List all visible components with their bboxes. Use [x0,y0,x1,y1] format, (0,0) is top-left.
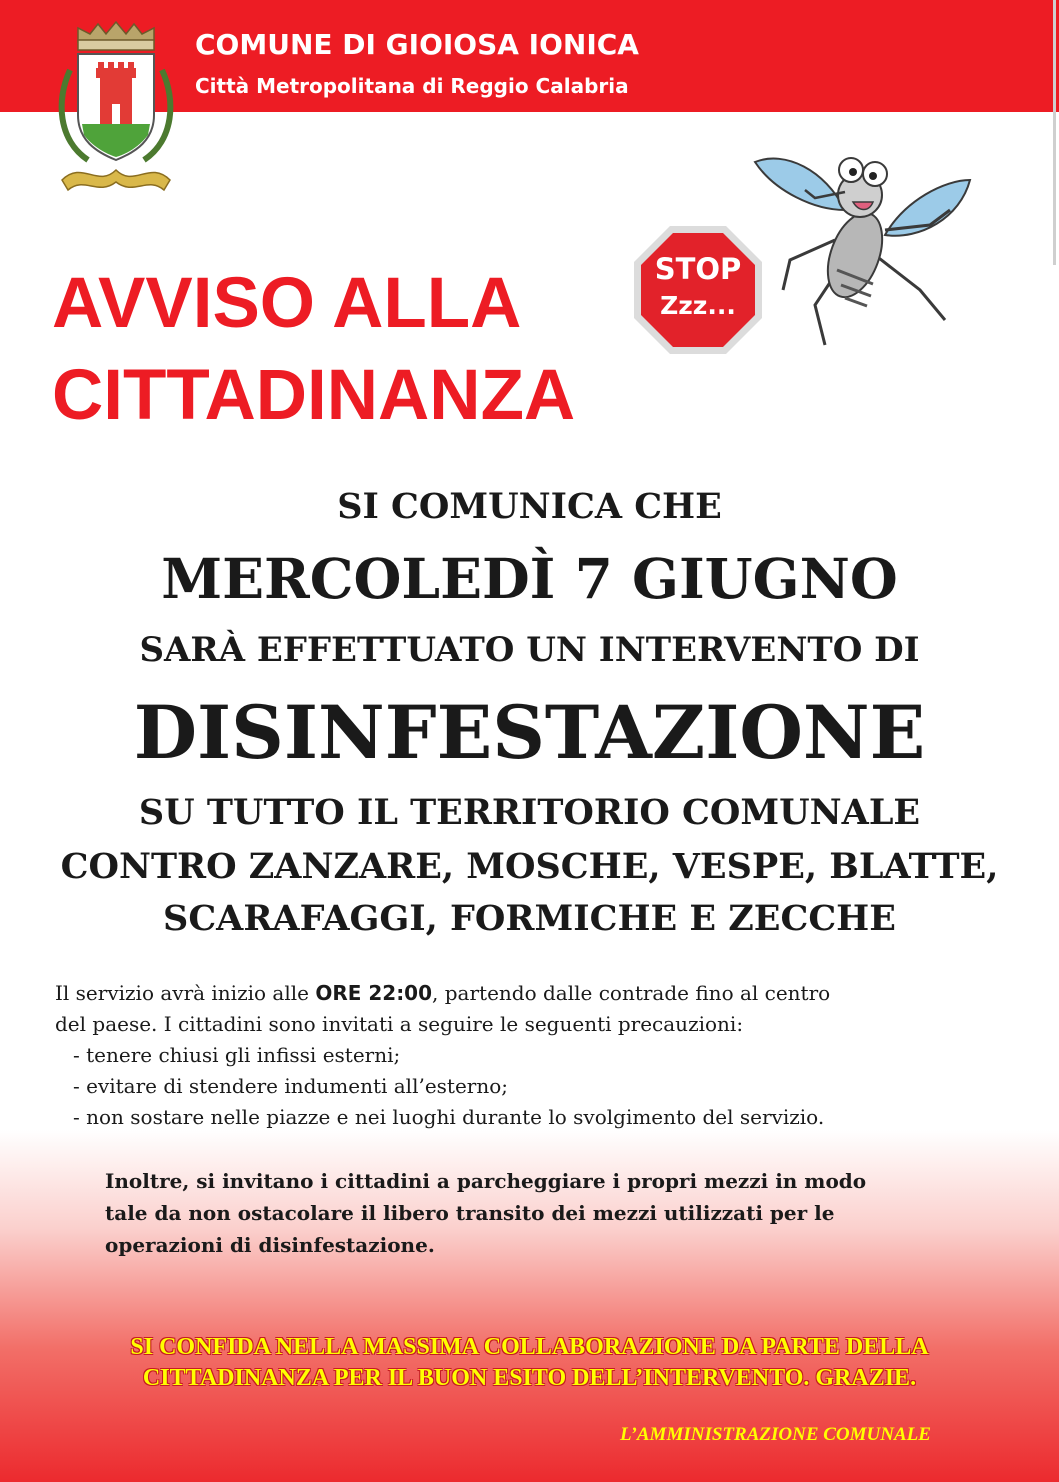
signature: L’AMMINISTRAZIONE COMUNALE [620,1424,931,1445]
announcement-keyword: DISINFESTAZIONE [133,690,926,776]
parking-paragraph [105,1165,955,1261]
announcement-date: MERCOLEDÌ 7 GIUGNO [161,546,898,611]
precautions-list [73,1040,824,1133]
headline-line-2: CITTADINANZA [52,356,576,435]
precaution-item: - evitare di stendere indumenti all’esterno; [73,1074,509,1098]
edge-divider [1053,0,1056,265]
announcement-line-6: CONTRO ZANZARE, MOSCHE, VESPE, BLATTE, [60,846,999,887]
parking-paragraph-line: Inoltre, si invitano i cittadini a parcheggiare i propri mezzi in modo [105,1169,867,1193]
header-subtitle: Città Metropolitana di Reggio Calabria [195,74,629,98]
parking-paragraph-line: tale da non ostacolare il libero transito dei mezzi utilizzati per le [105,1201,835,1225]
header-title: COMUNE DI GIOIOSA IONICA [195,28,639,61]
closing-line-2: CITTADINANZA PER IL BUON ESITO DELL’INTERVENTO. GRAZIE. [142,1365,917,1391]
town-crest-icon [48,20,184,200]
stop-sign-word: STOP [654,252,742,286]
closing-line-1: SI CONFIDA NELLA MASSIMA COLLABORAZIONE DA PARTE DELLA [130,1334,929,1360]
service-paragraph-line-1 [55,978,1015,1009]
stop-sign-zzz: Zzz... [660,291,736,320]
service-start-time: ORE 22:00 [315,981,433,1005]
headline-line-1: AVVISO ALLA [52,264,522,343]
announcement-intro: SI COMUNICA CHE [337,486,722,527]
service-text-after-time: , partendo dalle contrade fino al centro [432,981,831,1005]
service-text-before-time: Il servizio avrà inizio alle [55,981,316,1005]
announcement-line-7: SCARAFAGGI, FORMICHE E ZECCHE [163,898,896,939]
precaution-item: - tenere chiusi gli infissi esterni; [73,1043,401,1067]
service-paragraph [55,978,1015,1040]
mosquito-cartoon-icon [745,140,980,355]
announcement-line-3: SARÀ EFFETTUATO UN INTERVENTO DI [139,630,920,670]
parking-paragraph-line: operazioni di disinfestazione. [105,1233,435,1257]
headline [52,258,575,442]
announcement-line-5: SU TUTTO IL TERRITORIO COMUNALE [138,792,921,833]
service-paragraph-line-2: del paese. I cittadini sono invitati a seguire le seguenti precauzioni: [55,1012,744,1036]
precaution-item: - non sostare nelle piazze e nei luoghi durante lo svolgimento del servizio. [73,1105,825,1129]
